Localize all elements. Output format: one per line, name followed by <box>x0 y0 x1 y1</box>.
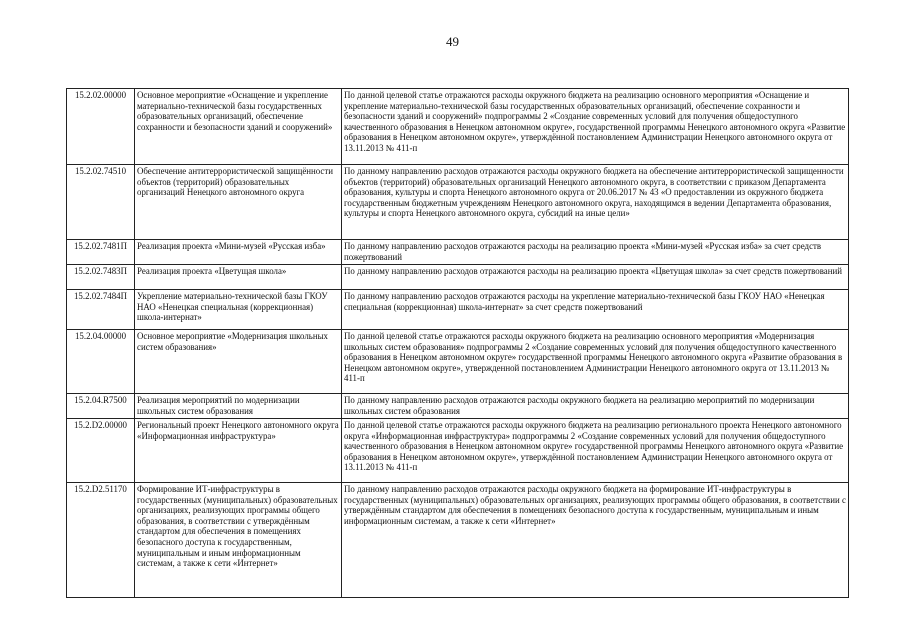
row-description: По данной целевой статье отражаются расходы окружного бюджета на реализацию основного мероприятия «Оснащение и укрепление материально-технической базы государственных образовательных организаций, обеспечение сохранности и безопасности зданий и сооружений» подпрограммы 2 «Создание современных условий для получения общедоступного качественного образования в Ненецком автономном округе», государственной программы Ненецкого автономного округа «Развитие образования в Ненецком автономном округе», утверждённой постановлением Администрации Ненецкого автономного округа от 13.11.2013 № 411-п <box>342 89 849 165</box>
row-name: Региональный проект Ненецкого автономного округа «Информационная инфраструктура» <box>135 419 342 483</box>
table-row <box>67 419 849 483</box>
row-description: По данной целевой статье отражаются расходы окружного бюджета на реализацию регионального проекта Ненецкого автономного округа «Информационная инфраструктура» подпрограммы 2 «Создание современных условий для получения общедоступного качественного образования в Ненецком автономном округе» государственной программы Ненецкого автономного округа «Развитие образования в Ненецком автономном округе», утверждённой постановлением Администрации Ненецкого автономного округа от 13.11.2013 № 411-п <box>342 419 849 483</box>
table-row <box>67 89 849 165</box>
table-row <box>67 330 849 394</box>
row-description: По данному направлению расходов отражаются расходы окружного бюджета на формирование ИТ-инфраструктуры в государственных (муниципальных) образовательных организациях, реализующих программы общего образования, в соответствии с утверждённым стандартом для обеспечения в помещениях безопасного доступа к государственным, муниципальным и иным информационным системам, а также к сети «Интернет» <box>342 483 849 598</box>
row-code: 15.2.02.7483П <box>67 265 135 290</box>
table-row <box>67 483 849 598</box>
row-description: По данному направлению расходов отражаются расходы на реализацию проекта «Цветущая школа» за счет средств пожертвований <box>342 265 849 290</box>
row-code: 15.2.04.R7500 <box>67 394 135 419</box>
row-name: Основное мероприятие «Оснащение и укрепление материально-технической базы государственных образовательных организаций, обеспечение сохранности и безопасности зданий и сооружений» <box>135 89 342 165</box>
table-row <box>67 290 849 330</box>
table-row <box>67 165 849 240</box>
table-row <box>67 394 849 419</box>
table-row <box>67 240 849 265</box>
row-description: По данному направлению расходов отражаются расходы на реализацию проекта «Мини-музей «Русская изба» за счет средств пожертвований <box>342 240 849 265</box>
row-description: По данному направлению расходов отражаются расходы окружного бюджета на обеспечение антитеррористической защищенности объектов (территорий) образовательных организаций Ненецкого автономного округа, в соответствии с приказом Департамента образования, культуры и спорта Ненецкого автономного округа от 20.06.2017 № 43 «О предоставлении из окружного бюджета государственным бюджетным учреждениям Ненецкого автономного округа, находящимся в ведении Департамента образования, культуры и спорта Ненецкого автономного округа, субсидий на иные цели» <box>342 165 849 240</box>
row-description: По данному направлению расходов отражаются расходы на укрепление материально-технической базы ГКОУ НАО «Ненецкая специальная (коррекционная) школа-интернат» за счет средств пожертвований <box>342 290 849 330</box>
row-name: Реализация мероприятий по модернизации школьных систем образования <box>135 394 342 419</box>
page-number: 49 <box>446 34 459 49</box>
row-name: Основное мероприятие «Модернизация школьных систем образования» <box>135 330 342 394</box>
classification-table <box>66 88 849 598</box>
row-code: 15.2.02.00000 <box>67 89 135 165</box>
row-name: Обеспечение антитеррористической защищённости объектов (территорий) образовательных организаций Ненецкого автономного округа <box>135 165 342 240</box>
row-name: Формирование ИТ-инфраструктуры в государственных (муниципальных) образовательных организациях, реализующих программы общего образования, в соответствии с утверждённым стандартом для обеспечения в помещениях безопасного доступа к государственным, муниципальным и иным информационным системам, а также к сети «Интернет» <box>135 483 342 598</box>
row-name: Реализация проекта «Цветущая школа» <box>135 265 342 290</box>
row-description: По данной целевой статье отражаются расходы окружного бюджета на реализацию основного мероприятия «Модернизация школьных систем образования» подпрограммы 2 «Создание современных условий для получения общедоступного качественного образования в Ненецком автономном округе» государственной программы Ненецкого автономного округа «Развитие образования в Ненецком автономном округе», утвержденной постановлением Администрации Ненецкого автономного округа от 13.11.2013 № 411-п <box>342 330 849 394</box>
row-name: Реализация проекта «Мини-музей «Русская изба» <box>135 240 342 265</box>
row-code: 15.2.D2.00000 <box>67 419 135 483</box>
row-code: 15.2.D2.51170 <box>67 483 135 598</box>
row-name: Укрепление материально-технической базы ГКОУ НАО «Ненецкая специальная (коррекционная) школа-интернат» <box>135 290 342 330</box>
row-description: По данному направлению расходов отражаются расходы окружного бюджета на реализацию мероприятий по модернизации школьных систем образования <box>342 394 849 419</box>
table-row <box>67 265 849 290</box>
row-code: 15.2.02.74510 <box>67 165 135 240</box>
row-code: 15.2.02.7484П <box>67 290 135 330</box>
row-code: 15.2.04.00000 <box>67 330 135 394</box>
row-code: 15.2.02.7481П <box>67 240 135 265</box>
